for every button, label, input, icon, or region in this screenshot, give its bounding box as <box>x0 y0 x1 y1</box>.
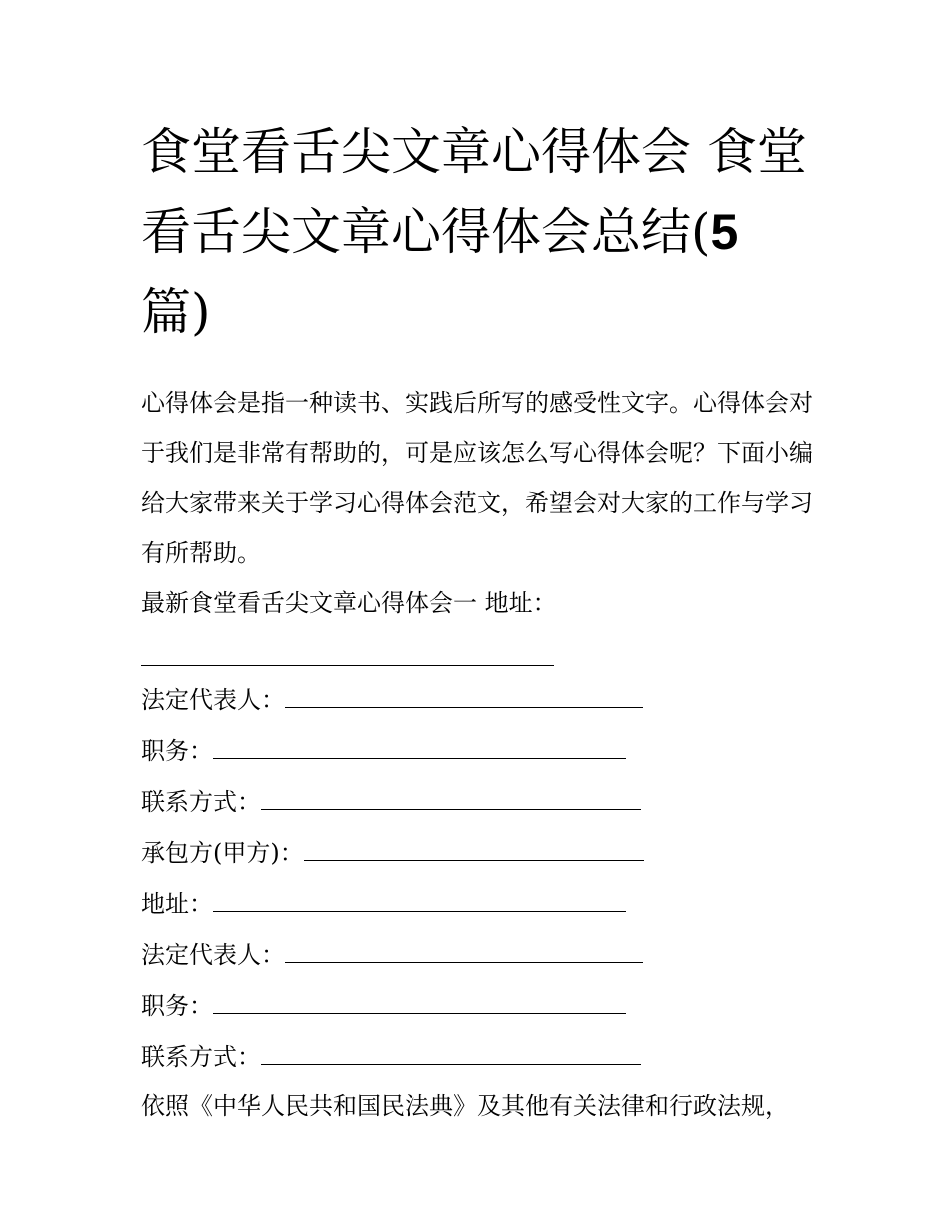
fill-blank[interactable] <box>285 928 643 963</box>
intro-paragraph: 心得体会是指一种读书、实践后所写的感受性文字。心得体会对于我们是非常有帮助的，可是应该怎么写心得体会呢？下面小编给大家带来关于学习心得体会范文，希望会对大家的工作与学习有所帮助。 <box>141 389 813 567</box>
document-title <box>141 112 821 352</box>
section-heading <box>141 578 821 629</box>
field-label: 承包方(甲方)： <box>141 839 304 867</box>
field-legal-rep-1 <box>141 673 821 724</box>
field-label: 联系方式： <box>141 1043 261 1071</box>
field-label: 联系方式： <box>141 788 261 816</box>
field-label: 法定代表人： <box>141 686 285 714</box>
closing-text: 依照《中华人民共和国民法典》及其他有关法律和行政法规， <box>141 1092 789 1120</box>
address-blank-line <box>141 629 821 673</box>
document-page <box>141 112 821 1132</box>
field-contractor <box>141 826 821 877</box>
field-position-1 <box>141 724 821 775</box>
address-blank[interactable] <box>141 629 554 666</box>
fill-blank[interactable] <box>213 724 626 759</box>
field-label: 地址： <box>141 890 213 918</box>
field-address-2 <box>141 877 821 928</box>
fill-blank[interactable] <box>304 826 644 861</box>
title-text-part1: 食堂看舌尖文章心得体会 食堂看舌尖文章心得体会总结( <box>141 123 807 261</box>
title-text-part2: 篇) <box>141 283 211 341</box>
title-number: 5 <box>710 204 739 260</box>
fill-blank[interactable] <box>261 1030 641 1065</box>
fill-blank[interactable] <box>213 979 626 1014</box>
fill-blank[interactable] <box>261 775 641 810</box>
field-contact-1 <box>141 775 821 826</box>
field-label: 职务： <box>141 992 213 1020</box>
field-contact-2 <box>141 1030 821 1081</box>
field-position-2 <box>141 979 821 1030</box>
section-heading-text: 最新食堂看舌尖文章心得体会一 地址： <box>141 589 557 617</box>
closing-paragraph <box>141 1081 821 1132</box>
fill-blank[interactable] <box>285 673 643 708</box>
field-legal-rep-2 <box>141 928 821 979</box>
field-label: 职务： <box>141 737 213 765</box>
fill-blank[interactable] <box>213 877 626 912</box>
field-label: 法定代表人： <box>141 941 285 969</box>
